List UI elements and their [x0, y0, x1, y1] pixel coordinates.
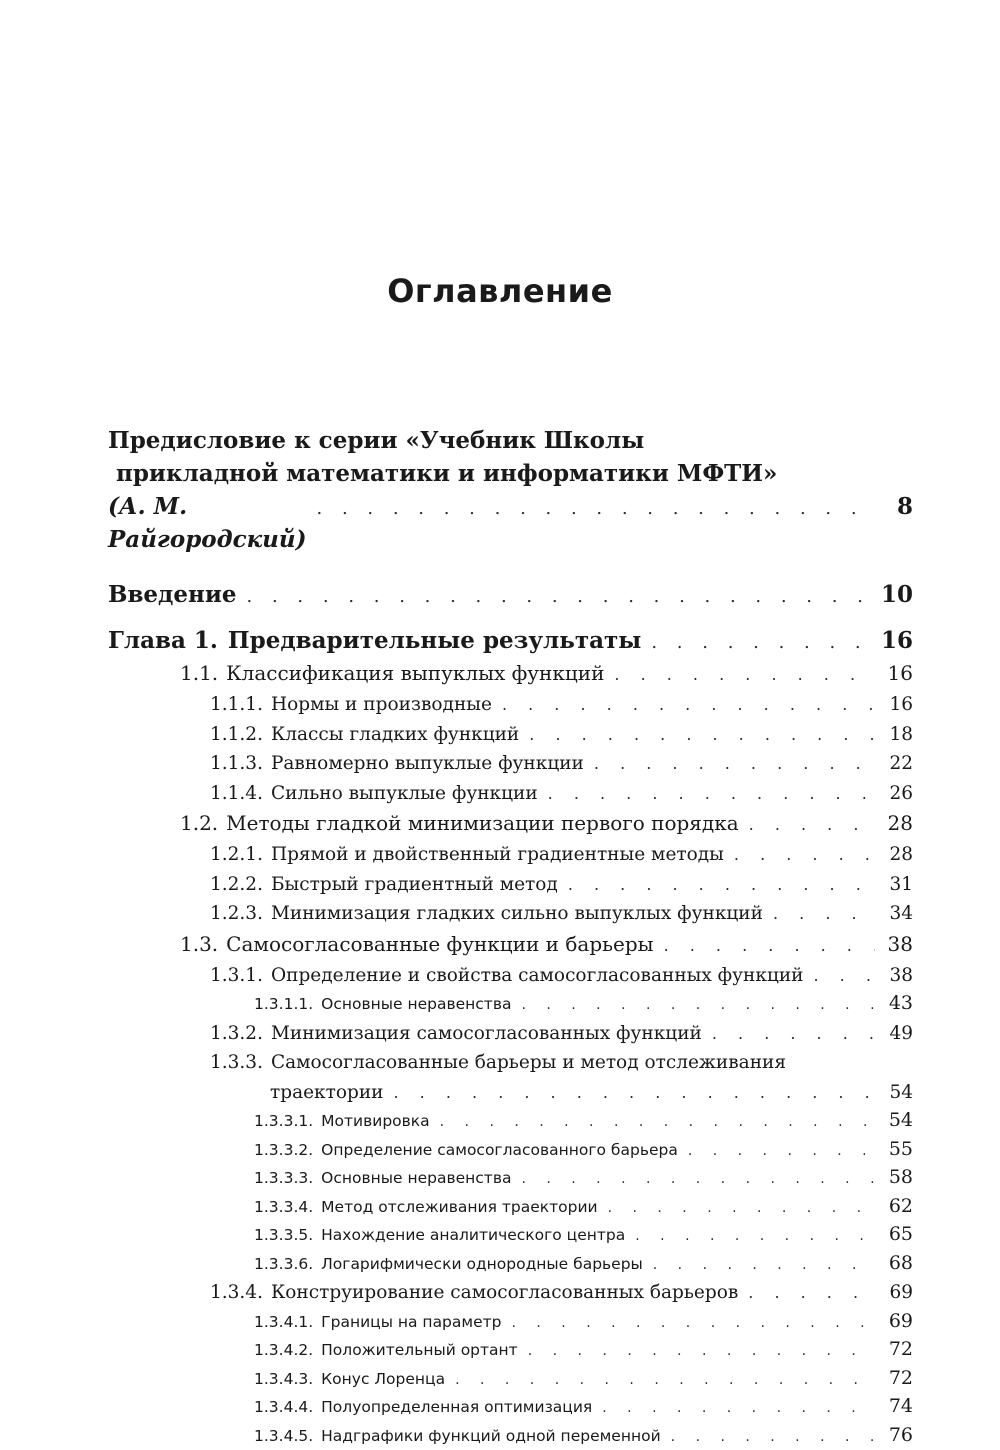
entry-title: Основные неравенства: [321, 995, 511, 1013]
entry-title: Самосогласованные барьеры и метод отслеживания: [271, 1052, 786, 1073]
dot-leader: [440, 1109, 875, 1136]
entry-title: Логарифмически однородные барьеры: [321, 1255, 643, 1273]
toc-entry[interactable]: [108, 580, 913, 612]
page-number: 49: [885, 1019, 913, 1049]
toc-entry[interactable]: [108, 1193, 913, 1222]
page-number: 8: [885, 490, 913, 523]
page-number: 68: [885, 1250, 913, 1277]
page-title: Оглавление: [0, 272, 1000, 310]
entry-number: 1.3.: [180, 929, 218, 959]
page-number: 16: [885, 658, 913, 688]
toc-entries: [108, 580, 913, 1450]
page-number: 22: [885, 749, 913, 779]
dot-leader: [671, 1424, 875, 1450]
dot-leader: [594, 749, 875, 779]
toc-entry[interactable]: [108, 840, 913, 870]
toc-entry-preface[interactable]: [108, 424, 913, 556]
entry-number: 1.2.3.: [210, 899, 263, 929]
entry-title: Конструирование самосогласованных барьеров: [271, 1282, 738, 1303]
toc-entry[interactable]: [108, 1136, 913, 1165]
page-number: 62: [885, 1193, 913, 1220]
dot-leader: [521, 992, 875, 1019]
entry-number: 1.2.1.: [210, 840, 263, 870]
entry-title: Нахождение аналитического центра: [321, 1226, 625, 1244]
dot-leader: [247, 582, 871, 612]
dot-leader: [712, 1019, 875, 1049]
entry-title: Конус Лоренца: [321, 1370, 445, 1388]
page-number: 31: [885, 870, 913, 900]
entry-title: Классы гладких функций: [271, 724, 519, 745]
entry-number: 1.1.1.: [210, 690, 263, 720]
dot-leader: [614, 660, 875, 690]
dot-leader: [608, 1195, 875, 1222]
toc-entry[interactable]: [108, 961, 913, 991]
dot-leader: [773, 899, 875, 929]
page-number: 69: [885, 1278, 913, 1308]
toc-entry[interactable]: [108, 1308, 913, 1337]
toc-entry[interactable]: [108, 779, 913, 809]
page-number: 16: [881, 626, 913, 656]
page-number: 28: [885, 808, 913, 838]
page-number: 34: [885, 899, 913, 929]
entry-number: 1.3.3.4.: [254, 1194, 313, 1221]
entry-number: 1.3.4.: [210, 1278, 263, 1308]
dot-leader: [455, 1367, 875, 1394]
page-number: 54: [885, 1078, 913, 1108]
entry-number: 1.2.2.: [210, 870, 263, 900]
entry-title: Границы на параметр: [321, 1313, 501, 1331]
page-number: 72: [885, 1365, 913, 1392]
toc-entry[interactable]: [108, 929, 913, 961]
toc-entry[interactable]: [108, 1250, 913, 1279]
toc-entry[interactable]: [108, 1393, 913, 1422]
entry-title: Нормы и производные: [271, 694, 492, 715]
entry-title: Введение: [108, 581, 237, 608]
page-number: 28: [885, 840, 913, 870]
entry-title: Равномерно выпуклые функции: [271, 753, 584, 774]
entry-number: 1.3.4.4.: [254, 1394, 313, 1421]
page-number: 43: [885, 990, 913, 1017]
entry-number: 1.3.3.6.: [254, 1251, 313, 1278]
dot-leader: [653, 1252, 875, 1279]
page-number: 72: [885, 1336, 913, 1363]
toc-entry[interactable]: [108, 1048, 913, 1107]
page-number: 69: [885, 1308, 913, 1335]
dot-leader: [528, 1338, 875, 1365]
page-number: 55: [885, 1136, 913, 1163]
toc-entry[interactable]: [108, 1164, 913, 1193]
preface-title-line-1: Предисловие к серии «Учебник Школы: [108, 424, 913, 457]
toc-entry[interactable]: [108, 1019, 913, 1049]
entry-number: 1.3.4.5.: [254, 1423, 313, 1450]
entry-number: 1.3.2.: [210, 1019, 263, 1049]
entry-title: Метод отслеживания траектории: [321, 1198, 597, 1216]
entry-title: Предварительные результаты: [228, 627, 641, 654]
entry-title: Определение и свойства самосогласованных функций: [271, 965, 804, 986]
entry-title: Прямой и двойственный градиентные методы: [271, 844, 724, 865]
dot-leader: [317, 492, 875, 525]
page-number: 74: [885, 1393, 913, 1420]
entry-title: Быстрый градиентный метод: [271, 874, 558, 895]
dot-leader: [688, 1138, 875, 1165]
toc-entry[interactable]: [108, 899, 913, 929]
toc-entry[interactable]: [108, 749, 913, 779]
dot-leader: [548, 779, 875, 809]
page-number: 18: [885, 720, 913, 750]
dot-leader: [748, 1278, 875, 1308]
entry-number: 1.3.1.1.: [254, 991, 313, 1018]
page-number: 65: [885, 1221, 913, 1248]
dot-leader: [749, 810, 875, 840]
entry-number: Глава 1.: [108, 626, 218, 656]
entry-title: Классификация выпуклых функций: [226, 661, 604, 685]
toc-entry[interactable]: [108, 658, 913, 690]
dot-leader: [521, 1166, 875, 1193]
toc-entry[interactable]: [108, 720, 913, 750]
dot-leader: [734, 840, 875, 870]
toc-entry[interactable]: [108, 808, 913, 840]
dot-leader: [664, 931, 875, 961]
toc-entry[interactable]: [108, 1365, 913, 1394]
toc-entry[interactable]: [108, 1107, 913, 1136]
toc-entry[interactable]: [108, 1422, 913, 1450]
page-number: 38: [885, 929, 913, 959]
entry-title: Мотивировка: [321, 1112, 430, 1130]
entry-title: Определение самосогласованного барьера: [321, 1141, 678, 1159]
dot-leader: [602, 1395, 875, 1422]
entry-title: Надграфики функций одной переменной: [321, 1427, 661, 1445]
dot-leader: [568, 870, 875, 900]
entry-number: 1.1.3.: [210, 749, 263, 779]
table-of-contents: [108, 424, 913, 1450]
toc-entry[interactable]: [108, 626, 913, 658]
entry-number: 1.3.3.: [210, 1048, 263, 1078]
dot-leader: [635, 1223, 875, 1250]
toc-entry[interactable]: [108, 690, 913, 720]
dot-leader: [394, 1078, 876, 1108]
toc-entry[interactable]: [108, 870, 913, 900]
entry-title: Минимизация гладких сильно выпуклых функций: [271, 903, 763, 924]
dot-leader: [502, 690, 875, 720]
page-number: 76: [885, 1422, 913, 1449]
entry-number: 1.1.: [180, 658, 218, 688]
preface-author: (А. М. Райгородский): [108, 490, 307, 556]
page-number: 38: [885, 961, 913, 991]
page-number: 58: [885, 1164, 913, 1191]
dot-leader: [512, 1310, 876, 1337]
entry-title: Методы гладкой минимизации первого порядка: [226, 811, 738, 835]
preface-title-line-2: прикладной математики и информатики МФТИ»: [108, 457, 913, 490]
entry-number: 1.3.1.: [210, 961, 263, 991]
toc-entry[interactable]: [108, 1221, 913, 1250]
toc-entry[interactable]: [108, 1278, 913, 1308]
page-number: 54: [885, 1107, 913, 1134]
entry-title: Минимизация самосогласованных функций: [271, 1023, 702, 1044]
entry-number: 1.2.: [180, 808, 218, 838]
entry-number: 1.3.4.2.: [254, 1337, 313, 1364]
entry-title: Основные неравенства: [321, 1169, 511, 1187]
entry-title: Самосогласованные функции и барьеры: [226, 932, 653, 956]
dot-leader: [814, 961, 876, 991]
dot-leader: [651, 628, 871, 658]
entry-number: 1.3.3.2.: [254, 1137, 313, 1164]
entry-number: 1.3.3.5.: [254, 1222, 313, 1249]
page-number: 10: [881, 580, 913, 610]
entry-title: Положительный ортант: [321, 1341, 518, 1359]
entry-number: 1.1.2.: [210, 720, 263, 750]
entry-title: траектории: [270, 1078, 384, 1108]
entry-number: 1.3.4.3.: [254, 1366, 313, 1393]
dot-leader: [529, 720, 875, 750]
entry-number: 1.1.4.: [210, 779, 263, 809]
entry-number: 1.3.3.3.: [254, 1165, 313, 1192]
entry-number: 1.3.4.1.: [254, 1309, 313, 1336]
toc-entry[interactable]: [108, 1336, 913, 1365]
entry-number: 1.3.3.1.: [254, 1108, 313, 1135]
toc-entry[interactable]: [108, 990, 913, 1019]
page-number: 26: [885, 779, 913, 809]
entry-title: Сильно выпуклые функции: [271, 783, 538, 804]
entry-title: Полуопределенная оптимизация: [321, 1398, 592, 1416]
page-number: 16: [885, 690, 913, 720]
